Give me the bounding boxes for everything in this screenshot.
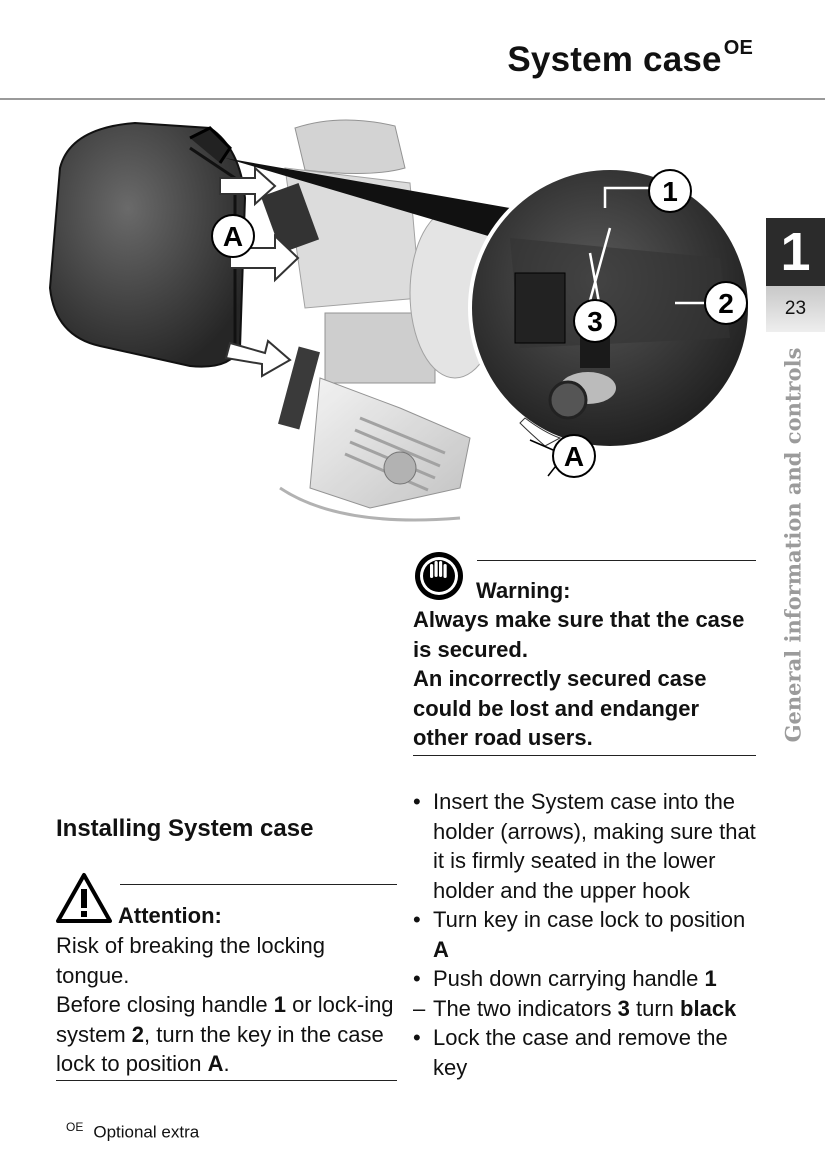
footnote: $^{OE}$ Optional extra [66,1120,200,1142]
list-item: – The two indicators 3 turn black [413,995,737,1021]
case-installation-illustration [40,108,770,538]
svg-text:1: 1 [662,176,678,207]
svg-text:2: 2 [718,288,734,319]
list-item: • Push down carrying handle 1 [413,966,717,991]
attention-line: Risk of breaking the locking tongue. [56,933,326,988]
list-item: • Insert the System case into the holder (arrows), making sure that it is firmly seated in the lower holder and the upper hook [413,789,756,903]
callout-1 [649,170,691,212]
callout-a-left [212,215,254,257]
header-divider [0,98,825,100]
attention-text [56,931,401,1079]
attention-title: Attention: [118,903,222,928]
chapter-tab: 1 [766,218,825,286]
svg-text:A: A [563,441,585,472]
svg-text:A: A [222,221,244,252]
optional-extra-mark: OE [723,37,753,60]
warning-line: Always make sure that the case is secured. [413,607,745,662]
list-item: • Lock the case and remove the key [413,1025,728,1080]
warning-rule [477,560,756,561]
attention-bottom-rule [56,1080,397,1081]
page-number: 23 [766,286,825,332]
callout-2 [705,282,747,324]
warning-text [413,605,756,753]
attention-rule [120,884,397,885]
exclamation-triangle-icon [56,872,112,924]
callout-a-zoom [553,435,595,477]
installation-steps [413,787,758,1082]
warning-line: An incorrectly secured case could be lost and endanger other road users. [413,666,707,750]
attention-line: Before closing handle 1 or lock-ing system 2, turn the key in the case lock to position A. [56,992,394,1076]
section-heading: Installing System case [56,815,314,842]
warning-bottom-rule [413,755,756,756]
svg-text:3: 3 [587,306,603,337]
warning-title: Warning: [476,578,571,603]
hand-stop-icon [413,550,465,602]
callout-3 [574,300,616,342]
list-item: • Turn key in case lock to position A [413,907,746,962]
chapter-side-label: General information and controls [780,347,806,743]
page-title: System case $^{OE}$ [507,37,753,79]
